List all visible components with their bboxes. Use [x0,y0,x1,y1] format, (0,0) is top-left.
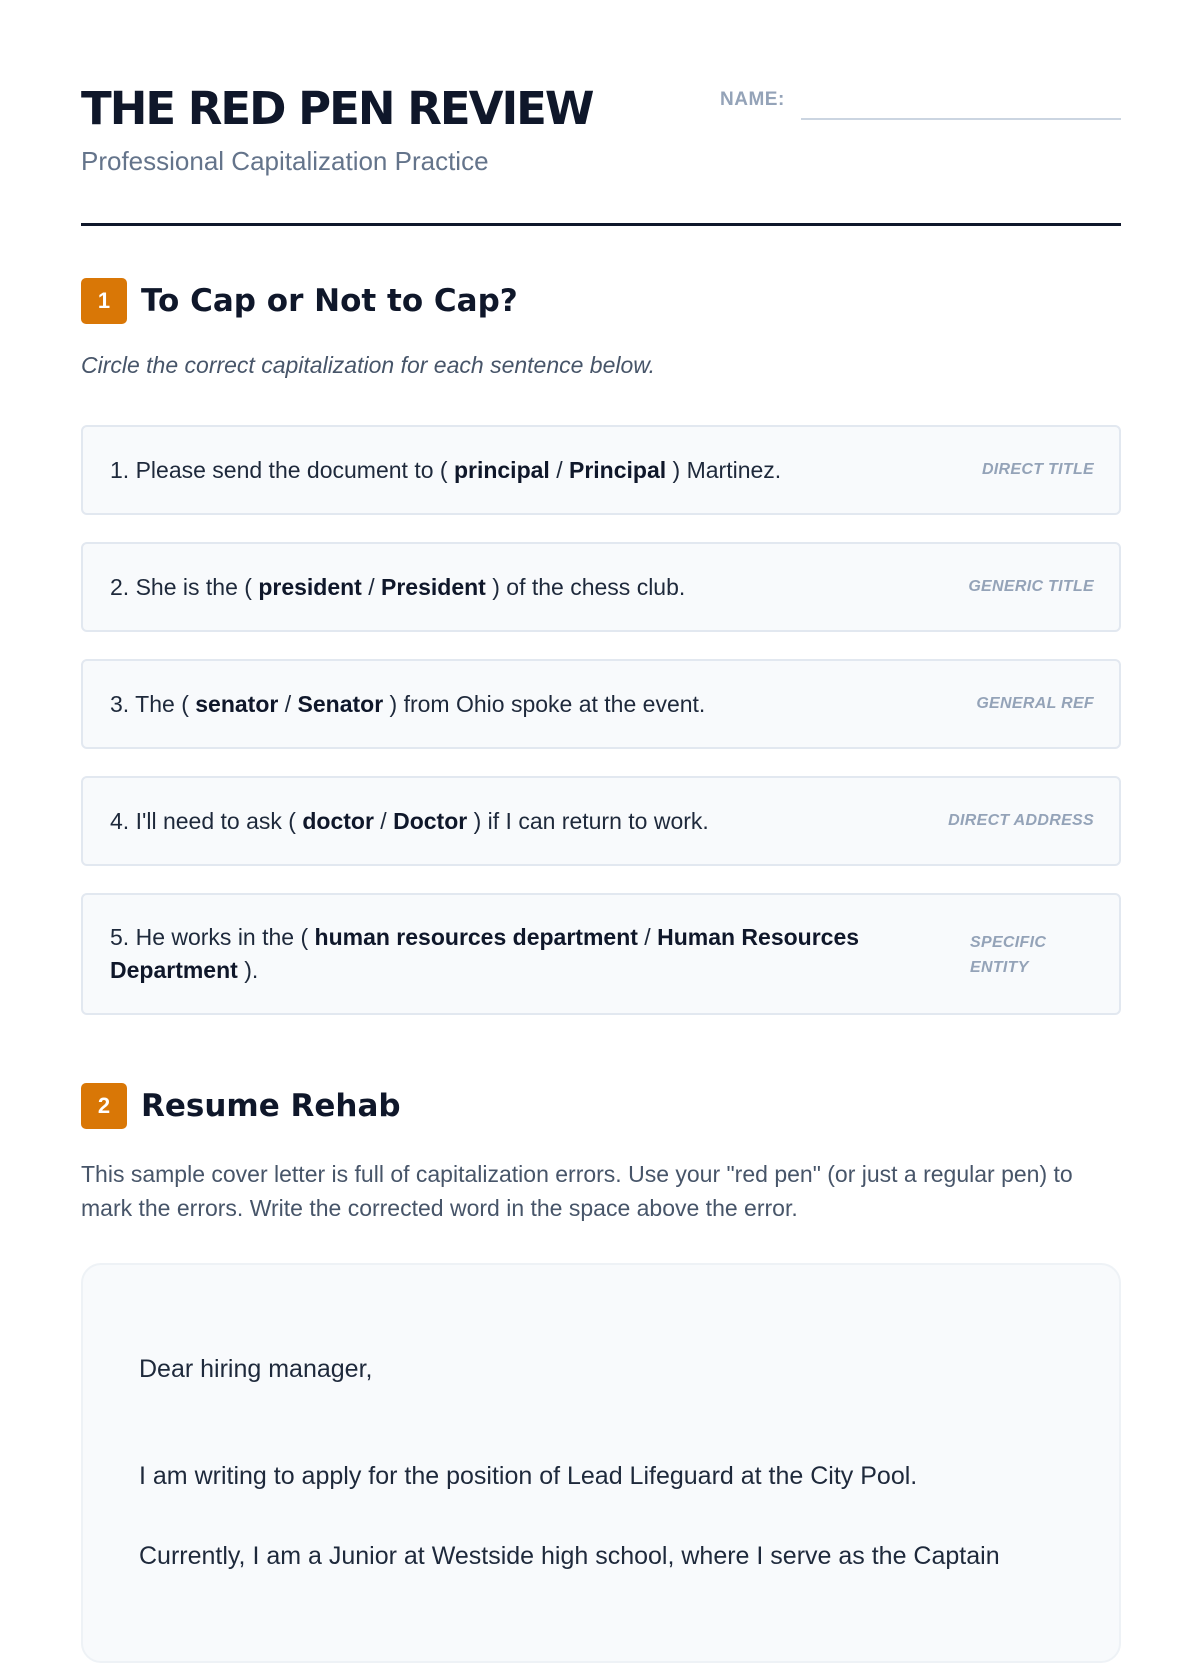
option-capitalized[interactable]: Senator [297,691,384,717]
option-capitalized[interactable]: Human Resources Department [110,924,860,983]
question-text: 5. He works in the ( human resources department / Human Resources Department ). [110,924,860,983]
letter-line-2: Currently, I am a Junior at Westside high school, where I serve as the Captain [139,1542,1000,1570]
option-capitalized[interactable]: Doctor [393,808,468,834]
option-lowercase[interactable]: president [258,574,362,600]
section-2-instruction: This sample cover letter is full of capitalization errors. Use your "red pen" (or just a regular pen) to mark the errors. Write the corrected word in the space above the error. [81,1161,1073,1221]
question-text: 4. I'll need to ask ( doctor / Doctor ) if I can return to work. [110,808,709,834]
question-text: 3. The ( senator / Senator ) from Ohio spoke at the event. [110,691,706,717]
question-card-3 [81,659,1121,749]
question-card-1 [81,425,1121,515]
worksheet-page [81,0,1121,1570]
page-subtitle: Professional Capitalization Practice [81,146,489,176]
section-2-heading [81,1083,401,1129]
question-card-2 [81,542,1121,632]
option-lowercase[interactable]: human resources department [314,924,638,950]
option-capitalized[interactable]: Principal [568,457,667,483]
question-tag: GENERIC TITLE [968,578,1094,595]
section-1-badge: 1 [81,278,127,324]
option-lowercase[interactable]: principal [453,457,550,483]
question-card-5 [81,893,1121,1015]
option-lowercase[interactable]: senator [195,691,279,717]
question-tag: DIRECT TITLE [981,461,1094,478]
page-title: THE RED PEN REVIEW [81,82,593,135]
question-card-4 [81,776,1121,866]
section-2-badge: 2 [81,1083,127,1129]
name-field-line[interactable] [801,118,1121,120]
section-1-heading [81,278,518,324]
option-capitalized[interactable]: President [381,574,486,600]
question-tag: SPECIFIC ENTITY [970,934,1047,976]
name-label: NAME: [720,89,785,110]
section-1-title: To Cap or Not to Cap? [141,283,518,319]
question-text: 2. She is the ( president / President ) of the chess club. [110,574,686,600]
worksheet-header [81,0,1121,226]
letter-greeting: Dear hiring manager, [139,1355,373,1383]
cover-letter-box [81,1263,1121,1663]
question-tag: DIRECT ADDRESS [948,812,1094,829]
letter-line-1: I am writing to apply for the position of Lead Lifeguard at the City Pool. [139,1462,918,1490]
question-tag: GENERAL REF [976,695,1094,712]
question-text: 1. Please send the document to ( principal / Principal ) Martinez. [110,457,782,483]
option-lowercase[interactable]: doctor [302,808,374,834]
section-1-instruction: Circle the correct capitalization for each sentence below. [81,352,656,378]
section-2-title: Resume Rehab [141,1088,401,1124]
